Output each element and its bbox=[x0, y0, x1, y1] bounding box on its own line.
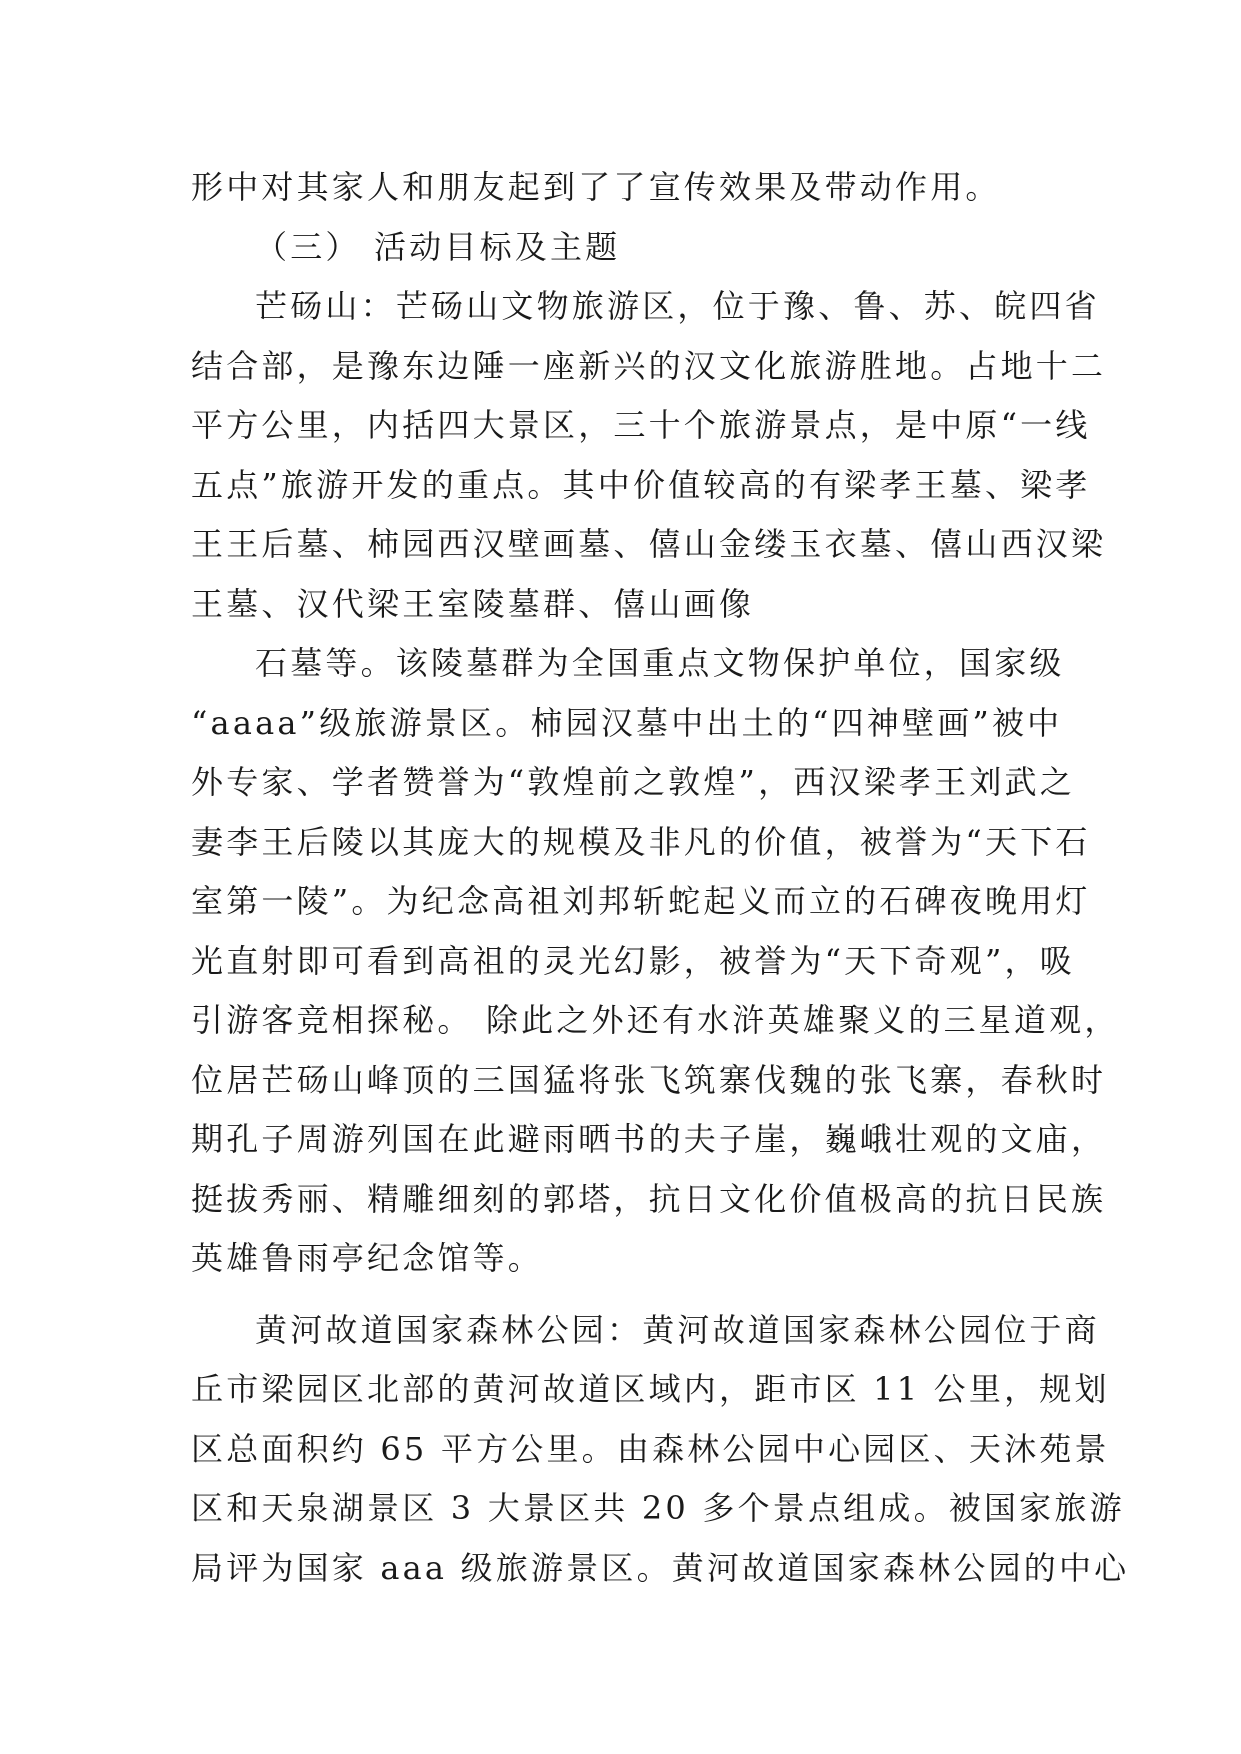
paragraph-line: 王墓、汉代梁王室陵墓群、僖山画像 bbox=[191, 584, 755, 623]
paragraph-line: 挺拔秀丽、精雕细刻的郭塔，抗日文化价值极高的抗日民族 bbox=[191, 1179, 1107, 1218]
paragraph-line: 光直射即可看到高祖的灵光幻影，被誉为“天下奇观”，吸 bbox=[191, 941, 1075, 980]
paragraph-line: 外专家、学者赞誉为“敦煌前之敦煌”，西汉梁孝王刘武之 bbox=[191, 763, 1075, 801]
paragraph-line: 期孔子周游列国在此避雨晒书的夫子崖，巍峨壮观的文庙， bbox=[191, 1120, 1107, 1158]
paragraph-line: 位居芒砀山峰顶的三国猛将张飞筑寨伐魏的张飞寨，春秋时 bbox=[191, 1060, 1107, 1099]
paragraph-line: 形中对其家人和朋友起到了了宣传效果及带动作用。 bbox=[191, 168, 1001, 206]
paragraph-line: 局评为国家 aaa 级旅游景区。黄河故道国家森林公园的中心 bbox=[191, 1548, 1130, 1587]
paragraph-line: “aaaa”级旅游景区。柿园汉墓中出土的“四神壁画”被中 bbox=[191, 703, 1063, 742]
paragraph-line: 区和天泉湖景区 3 大景区共 20 多个景点组成。被国家旅游 bbox=[191, 1489, 1125, 1527]
paragraph-line: 平方公里，内括四大景区，三十个旅游景点，是中原“一线 bbox=[191, 406, 1091, 444]
paragraph-line: 室第一陵”。为纪念高祖刘邦斩蛇起义而立的石碑夜晚用灯 bbox=[191, 882, 1091, 920]
paragraph-line: 引游客竞相探秘。 除此之外还有水浒英雄聚义的三星道观， bbox=[191, 1001, 1120, 1039]
document-page bbox=[191, 158, 1130, 1598]
paragraph-line: 妻李王后陵以其庞大的规模及非凡的价值，被誉为“天下石 bbox=[191, 822, 1091, 861]
paragraph-line: 英雄鲁雨亭纪念馆等。 bbox=[191, 1239, 544, 1277]
paragraph-line: 王王后墓、柿园西汉壁画墓、僖山金缕玉衣墓、僖山西汉梁 bbox=[191, 525, 1107, 563]
paragraph-line: 结合部，是豫东边陲一座新兴的汉文化旅游胜地。占地十二 bbox=[191, 346, 1107, 385]
paragraph-line: 五点”旅游开发的重点。其中价值较高的有梁孝王墓、梁孝 bbox=[191, 465, 1091, 504]
paragraph-line: 区总面积约 65 平方公里。由森林公园中心园区、天沐苑景 bbox=[191, 1429, 1110, 1468]
paragraph-line: 丘市梁园区北部的黄河故道区域内，距市区 11 公里，规划 bbox=[191, 1370, 1110, 1408]
paragraph-line: 芒砀山：芒砀山文物旅游区，位于豫、鲁、苏、皖四省 bbox=[255, 287, 1100, 325]
paragraph-gap bbox=[191, 1289, 1059, 1301]
section-heading: （三） 活动目标及主题 bbox=[255, 227, 621, 266]
paragraph-line: 黄河故道国家森林公园：黄河故道国家森林公园位于商 bbox=[255, 1310, 1100, 1349]
paragraph-line: 石墓等。该陵墓群为全国重点文物保护单位，国家级 bbox=[255, 644, 1065, 682]
